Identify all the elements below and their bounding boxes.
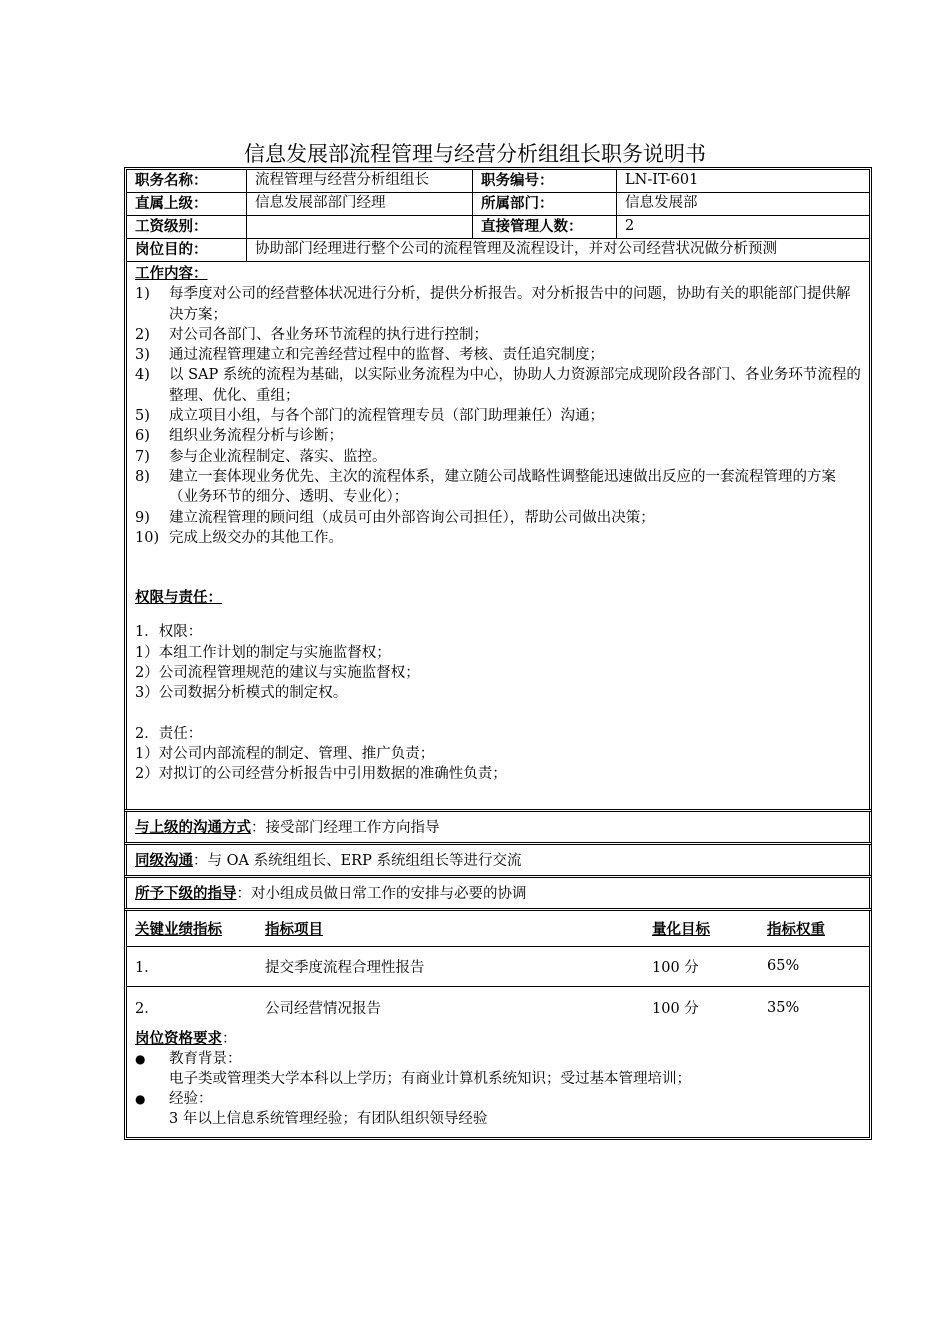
purpose-row <box>127 239 869 262</box>
header-row-3 <box>127 216 869 239</box>
job-code-value: LN-IT-601 <box>625 172 699 188</box>
communication-down-text: ：对小组成员做日常工作的安排与必要的协调 <box>236 885 527 902</box>
list-item-text: 成立项目小组，与各个部门的流程管理专员（部门助理兼任）沟通； <box>169 408 604 425</box>
list-item <box>135 528 861 548</box>
kpi-header-indicator: 关键业绩指标 <box>135 920 222 938</box>
direct-reports-value: 2 <box>625 218 635 234</box>
kpi-target: 100 分 <box>652 959 699 976</box>
education-text: 电子类或管理类大学本科以上学历；有商业计算机系统知识；受过基本管理培训； <box>169 1070 691 1087</box>
header-row-2 <box>127 193 869 216</box>
kpi-no: 2． <box>135 1001 159 1018</box>
list-item-text: 建立流程管理的顾问组（成员可由外部咨询公司担任），帮助公司做出决策； <box>169 509 655 526</box>
kpi-header-item: 指标项目 <box>265 920 323 938</box>
list-item <box>135 508 861 528</box>
header-row-1 <box>127 170 869 193</box>
list-item <box>135 406 861 426</box>
education-label: 教育背景： <box>169 1050 242 1067</box>
work-list <box>135 284 861 548</box>
authority-heading: 权限与责任： <box>135 589 222 607</box>
communication-down-label: 所予下级的指导 <box>135 884 237 902</box>
list-item-number: 1) <box>135 286 150 303</box>
list-item-number: 9) <box>135 509 150 526</box>
salary-grade-value <box>247 216 473 238</box>
list-item <box>135 447 861 467</box>
department-label: 所属部门： <box>473 193 617 215</box>
work-heading: 工作内容： <box>135 265 208 282</box>
kpi-header-row <box>127 911 869 947</box>
list-item <box>135 426 861 446</box>
list-item-number: 6) <box>135 428 150 445</box>
bullet-icon: ● <box>135 1091 146 1106</box>
qualification-section <box>127 1029 869 1137</box>
kpi-weight: 65% <box>767 958 800 975</box>
job-title-value: 流程管理与经营分析组组长 <box>247 170 473 192</box>
list-item-number: 2) <box>135 326 150 343</box>
list-item-number: 3) <box>135 347 150 364</box>
kpi-header-target: 量化目标 <box>652 920 710 938</box>
purpose-value: 协助部门经理进行整个公司的流程管理及流程设计，并对公司经营状况做分析预测 <box>255 241 777 257</box>
kpi-header-weight: 指标权重 <box>767 920 825 938</box>
bullet-icon: ● <box>135 1051 146 1066</box>
communication-up <box>124 809 872 845</box>
rights-item: 3）公司数据分析模式的制定权。 <box>135 685 348 702</box>
experience-label: 经验： <box>169 1090 213 1107</box>
rights-list <box>135 643 861 704</box>
communication-peer-label: 同级沟通 <box>135 851 193 869</box>
list-item-number: 5) <box>135 408 150 425</box>
list-item-number: 7) <box>135 448 150 465</box>
list-item-text: 参与企业流程制定、落实、监控。 <box>169 448 387 465</box>
rights-item: 1）本组工作计划的制定与实施监督权； <box>135 644 391 661</box>
qualification-colon: ： <box>222 1030 237 1047</box>
job-title-label: 职务名称： <box>127 170 247 192</box>
list-item <box>135 284 861 325</box>
rights-title: 1．权限： <box>135 624 203 641</box>
supervisor-value: 信息发展部部门经理 <box>247 193 473 215</box>
salary-grade-label: 工资级别： <box>127 216 247 238</box>
list-item <box>135 1049 861 1069</box>
kpi-section <box>124 908 872 1140</box>
list-item-text: 对公司各部门、各业务环节流程的执行进行控制； <box>169 326 488 343</box>
kpi-no: 1． <box>135 959 159 976</box>
list-item-number: 8) <box>135 468 150 485</box>
qualification-heading: 岗位资格要求 <box>135 1029 222 1047</box>
duties-list <box>135 744 861 785</box>
communication-up-label: 与上级的沟通方式 <box>135 818 251 836</box>
list-item <box>135 1089 861 1109</box>
communication-down <box>124 875 872 911</box>
kpi-item: 公司经营情况报告 <box>265 1001 381 1018</box>
list-item-text: 每季度对公司的经营整体状况进行分析，提供分析报告。对分析报告中的问题，协助有关的职能部门提供解决方案； <box>169 286 851 323</box>
list-item <box>135 345 861 365</box>
communication-peer-text: ：与 OA 系统组组长、ERP 系统组组长等进行交流 <box>193 852 522 869</box>
communication-up-text: ：接受部门经理工作方向指导 <box>251 819 440 836</box>
list-item <box>135 365 861 406</box>
kpi-weight: 35% <box>767 999 800 1016</box>
communication-peer <box>124 842 872 878</box>
job-code-label: 职务编号： <box>473 170 617 192</box>
direct-reports-label: 直接管理人数： <box>473 216 617 238</box>
experience-text: 3 年以上信息系统管理经验；有团队组织领导经验 <box>169 1110 488 1127</box>
list-item <box>135 325 861 345</box>
duties-item: 2）对拟订的公司经营分析报告中引用数据的准确性负责； <box>135 766 507 783</box>
supervisor-label: 直属上级： <box>127 193 247 215</box>
rights-item: 2）公司流程管理规范的建议与实施监督权； <box>135 665 420 682</box>
kpi-item: 提交季度流程合理性报告 <box>265 959 425 976</box>
list-item-text: 建立一套体现业务优先、主次的流程体系，建立随公司战略性调整能迅速做出反应的一套流程管理的方案（业务环节的细分、透明、专业化）； <box>169 468 836 506</box>
kpi-target: 100 分 <box>652 1001 699 1018</box>
duties-item: 1）对公司内部流程的制定、管理、推广负责； <box>135 745 435 762</box>
main-section <box>124 167 872 812</box>
table-row <box>127 947 869 987</box>
job-description-form <box>124 167 872 1140</box>
table-row <box>127 987 869 1029</box>
list-item-number: 10) <box>135 529 160 546</box>
duties-title: 2．责任： <box>135 725 203 742</box>
work-section <box>127 262 869 809</box>
list-item-number: 4) <box>135 367 150 384</box>
department-value: 信息发展部 <box>625 195 698 211</box>
list-item-text: 通过流程管理建立和完善经营过程中的监督、考核、责任追究制度； <box>169 347 604 364</box>
document-title: 信息发展部流程管理与经营分析组组长职务说明书 <box>244 142 706 166</box>
list-item-text: 组织业务流程分析与诊断； <box>169 428 343 445</box>
list-item <box>135 467 861 508</box>
purpose-label: 岗位目的： <box>127 239 247 261</box>
list-item-text: 完成上级交办的其他工作。 <box>169 529 343 546</box>
list-item-text: 以 SAP 系统的流程为基础，以实际业务流程为中心，协助人力资源部完成现阶段各部门、各业务环节流程的整理、优化、重组； <box>169 367 861 404</box>
